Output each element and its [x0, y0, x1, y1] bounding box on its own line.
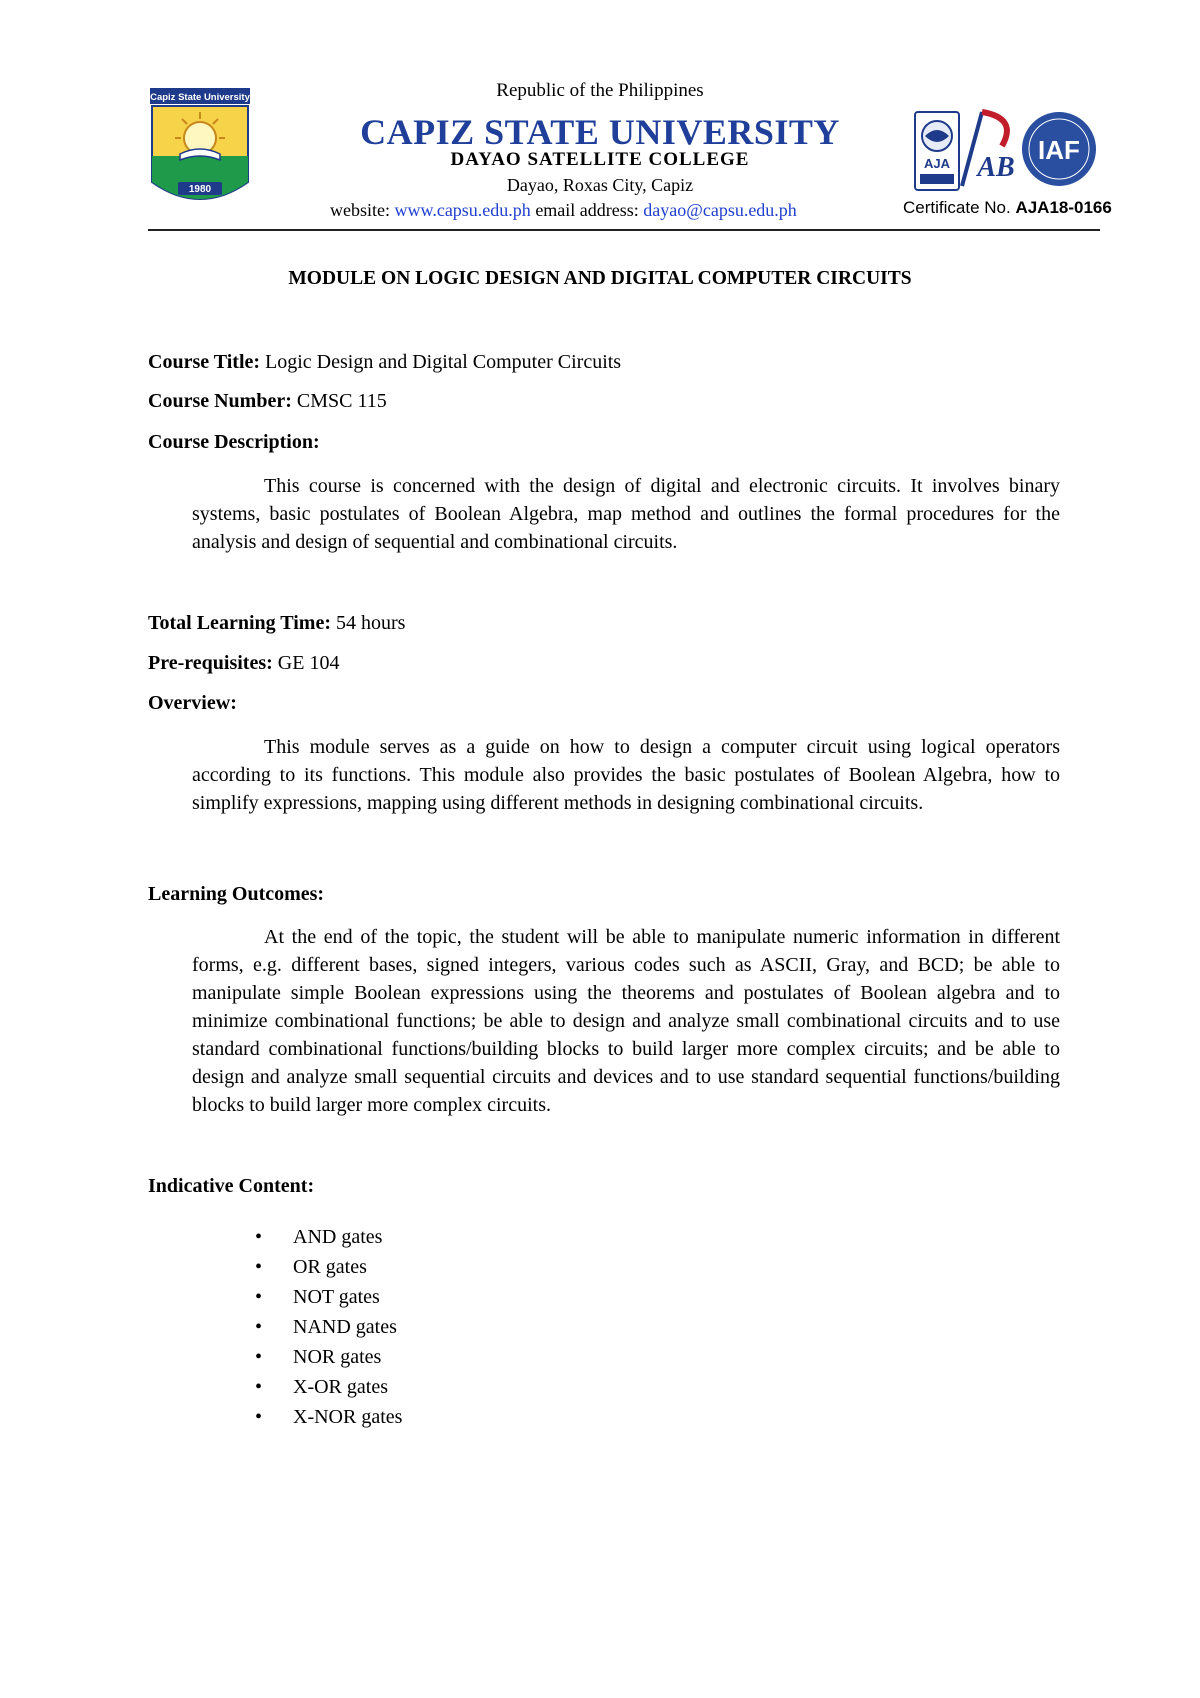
- course-description-text: This course is concerned with the design of digital and electronic circuits. It involves binary systems, basic postulates of Boolean Algebra, map method and outlines the formal procedures for the analysis and design of sequential and combinational circuits.: [192, 475, 1060, 553]
- list-item: • NAND gates: [255, 1312, 402, 1342]
- ab-logo: [952, 108, 1020, 190]
- bullet-icon: •: [255, 1406, 263, 1428]
- list-item: • NOR gates: [255, 1342, 402, 1372]
- email-link[interactable]: dayao@capsu.edu.ph: [643, 200, 797, 220]
- bullet-icon: •: [255, 1256, 263, 1278]
- list-item: • AND gates: [255, 1222, 402, 1252]
- learning-outcomes-label: Learning Outcomes:: [148, 883, 325, 905]
- course-title-value: Logic Design and Digital Computer Circuits: [265, 351, 622, 373]
- course-number-label: Course Number:: [148, 390, 292, 412]
- aja-text: AJA: [923, 156, 951, 171]
- list-item: • NOT gates: [255, 1282, 402, 1312]
- certificate-label: Certificate No.: [903, 198, 1011, 217]
- indicative-content-label: Indicative Content:: [148, 1175, 315, 1197]
- republic-line: Republic of the Philippines: [496, 80, 704, 101]
- bullet-icon: •: [255, 1346, 263, 1368]
- course-title-label: Course Title:: [148, 351, 261, 373]
- bullet-icon: •: [255, 1226, 263, 1248]
- university-name: CAPIZ STATE UNIVERSITY: [360, 112, 840, 152]
- logo-year: 1980: [188, 184, 212, 195]
- overview-label: Overview:: [148, 692, 237, 714]
- indicative-content-list: [255, 1222, 402, 1432]
- iaf-text: IAF: [1038, 135, 1080, 165]
- course-number-value: CMSC 115: [296, 390, 387, 412]
- bullet-icon: •: [255, 1286, 263, 1308]
- header-divider: [148, 229, 1100, 231]
- certificate-number: [903, 198, 1112, 218]
- module-title: MODULE ON LOGIC DESIGN AND DIGITAL COMPUTER CIRCUITS: [288, 268, 912, 289]
- total-learning-time-field: [148, 612, 405, 635]
- course-title-field: [148, 351, 621, 374]
- website-link[interactable]: www.capsu.edu.ph: [394, 200, 531, 220]
- email-label: email address:: [535, 200, 639, 220]
- list-item: • X-NOR gates: [255, 1402, 402, 1432]
- list-item: • X-OR gates: [255, 1372, 402, 1402]
- college-address: Dayao, Roxas City, Capiz: [506, 175, 694, 195]
- bullet-icon: •: [255, 1376, 263, 1398]
- overview-text: This module serves as a guide on how to design a computer circuit using logical operators according to its functions. This module also provides the basic postulates of Boolean Algebra, how to simplify expressions, mapping using different methods in designing combinational circuits.: [192, 736, 1060, 814]
- learning-outcomes-text: At the end of the topic, the student will be able to manipulate numeric information in different forms, e.g. different bases, signed integers, various codes such as ASCII, Gray, and BCD; be able to manipulate simple Boolean expressions using the theorems and postulates of Boolean algebra and to minimize combinational functions; be able to design and analyze small combinational circuits and to use standard combinational functions/building blocks to build larger more complex circuits; and be able to design and analyze small sequential circuits and devices and to use standard sequential functions/building blocks to build larger more complex circuits.: [192, 926, 1060, 1116]
- bullet-icon: •: [255, 1316, 263, 1338]
- list-item: • OR gates: [255, 1252, 402, 1282]
- website-label: website:: [330, 200, 390, 220]
- prerequisites-field: [148, 652, 339, 675]
- certificate-value: AJA18-0166: [1015, 198, 1112, 217]
- iaf-logo: [1018, 110, 1100, 188]
- ab-text: AB: [977, 152, 1015, 183]
- total-learning-time-value: 54 hours: [336, 612, 406, 634]
- total-learning-time-label: Total Learning Time:: [148, 612, 331, 634]
- course-number-field: [148, 390, 387, 413]
- prerequisites-value: GE 104: [277, 652, 340, 674]
- logo-banner-text: Capiz State University: [150, 92, 250, 103]
- prerequisites-label: Pre-requisites:: [148, 652, 273, 674]
- course-description-label: Course Description:: [148, 431, 320, 453]
- contact-line: [330, 200, 797, 221]
- college-name: DAYAO SATELLITE COLLEGE: [450, 149, 750, 170]
